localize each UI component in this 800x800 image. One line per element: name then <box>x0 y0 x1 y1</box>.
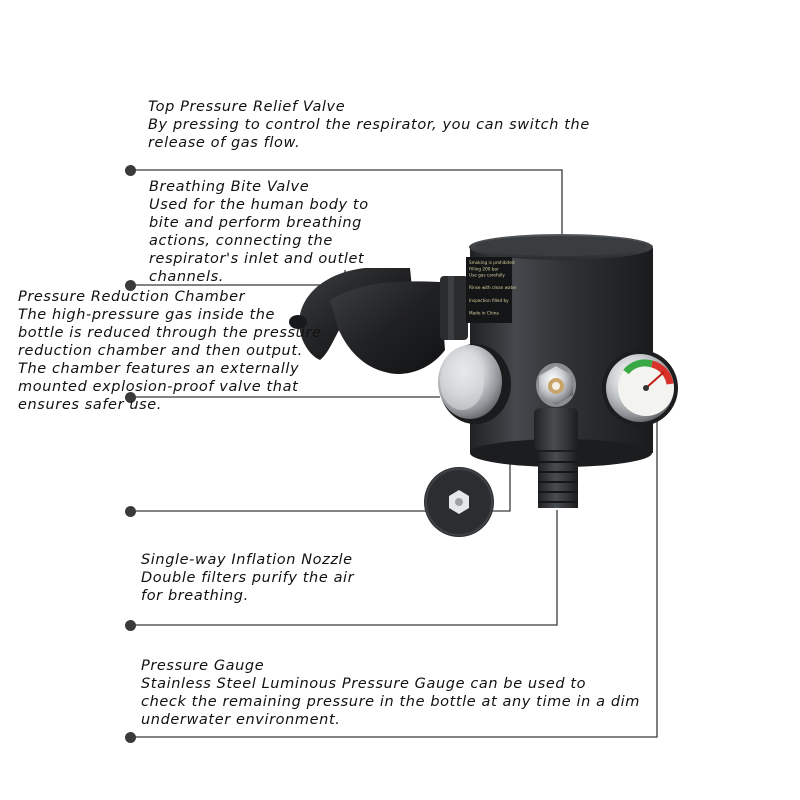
callout-title: Single-way Inflation Nozzle <box>141 552 353 568</box>
pressure-gauge <box>602 350 678 426</box>
callout-inflation-nozzle <box>141 551 354 605</box>
label-panel <box>466 257 517 323</box>
callout-dot-inflation-lower <box>125 620 136 631</box>
nozzle-detail-inset <box>424 467 494 537</box>
label-panel-line: Rinse with clean water <box>469 285 517 291</box>
label-panel-line <box>469 304 470 309</box>
label-panel-line <box>469 292 470 297</box>
callout-dot-pressure-gauge <box>125 732 136 743</box>
callout-body: Used for the human body to bite and perform breathing actions, connecting the respirator's inlet and outlet channels. <box>149 197 369 285</box>
callout-body: The high-pressure gas inside the bottle is reduced through the pressure reduction chamber and then output. The chamber features an externally mounted explosion-proof valve that ensures safer use. <box>18 307 322 413</box>
callout-title: Top Pressure Relief Valve <box>148 99 346 115</box>
callout-body: By pressing to control the respirator, you can switch the release of gas flow. <box>148 117 590 151</box>
label-panel-line: Inspection filled by <box>469 297 509 303</box>
callout-bite-valve <box>149 178 369 286</box>
callout-title: Pressure Reduction Chamber <box>18 289 246 305</box>
callout-dot-inflation-nozzle <box>125 506 136 517</box>
callout-title: Breathing Bite Valve <box>149 179 310 195</box>
relief-valve-knob <box>438 344 511 424</box>
callout-title: Pressure Gauge <box>141 658 265 674</box>
label-panel-line <box>469 279 470 284</box>
callout-dot-top-valve <box>125 165 136 176</box>
callout-reduction-chamber <box>18 288 322 414</box>
label-panel-line: Use gas carefully <box>469 272 505 278</box>
callout-body: Double filters purify the air for breathing. <box>141 570 355 604</box>
label-panel-line: Smoking is prohibited <box>469 260 515 265</box>
label-panel-line: Made in China <box>469 310 499 316</box>
label-panel-line: Filling 200 bar <box>469 266 499 272</box>
inflation-nozzle <box>534 363 578 508</box>
callout-body: Stainless Steel Luminous Pressure Gauge can be used to check the remaining pressure in the bottle at any time in a dim underwater environment. <box>141 676 641 728</box>
callout-pressure-gauge <box>141 657 640 729</box>
callout-top-relief-valve <box>148 98 590 152</box>
